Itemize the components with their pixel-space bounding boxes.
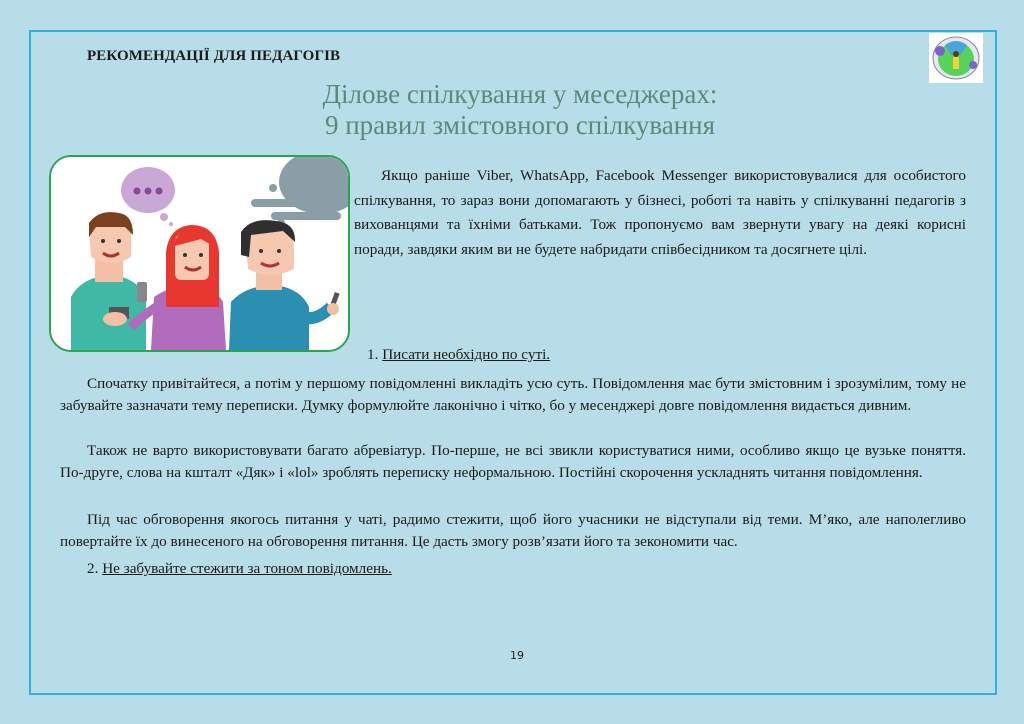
rule-1-paragraph-3: Під час обговорення якогось питання у чаті, радимо стежити, щоб його учасники не відступали від теми. М’яко, але наполегливо повертайте їх до винесеного на обговорення питання. Це дасть змогу розв’язати його та зекономити час. [60, 511, 966, 550]
rule-1-heading [367, 346, 550, 364]
rule-1-title: Писати необхідно по суті. [382, 346, 551, 363]
kindergarten-emblem-icon [929, 33, 983, 83]
page-number: 19 [510, 649, 524, 662]
section-label: РЕКОМЕНДАЦІЇ ДЛЯ ПЕДАГОГІВ [87, 48, 341, 64]
rule-1-number: 1. [367, 346, 379, 363]
three-people-with-smartphones-illustration [49, 155, 350, 352]
page-title [220, 79, 820, 141]
rule-1-paragraph-1: Спочатку привітайтеся, а потім у першому повідомленні викладіть усю суть. Повідомлення має бути змістовним і зрозумілим, тому не забувайте зазначати тему переписки. Думку формулюйте лаконічно і чітко, бо у месенджері довге повідомлення видається дивним. [60, 375, 966, 414]
title-line-1: Ділове спілкування у меседжерах: [322, 79, 718, 109]
rule-2-number: 2. [87, 560, 99, 577]
rule-2-title: Не забувайте стежити за тоном повідомлень. [102, 560, 392, 577]
rule-1-paragraph-2: Також не варто використовувати багато абревіатур. По-перше, не всі звикли користуватися ними, особливо якщо це вузьке поняття. По-друге, слова на кшталт «Дяк» і «lol» зроблять переписку неформальною. Постійні скорочення ускладнять читання повідомлення. [60, 442, 966, 481]
rule-2-heading [87, 560, 392, 578]
title-line-2: 9 правил змістовного спілкування [324, 110, 716, 140]
intro-paragraph: Якщо раніше Viber, WhatsApp, Facebook Messenger використовувалися для особистого спілкування, то зараз вони допомагають у бізнесі, роботі та навіть у спілкуванні педагогів з вихованцями та їхніми батьками. Тож пропонуємо вам звернути увагу на деякі корисні поради, завдяки яким ви не будете набридати співбесідником та досягнете цілі. [354, 167, 966, 258]
